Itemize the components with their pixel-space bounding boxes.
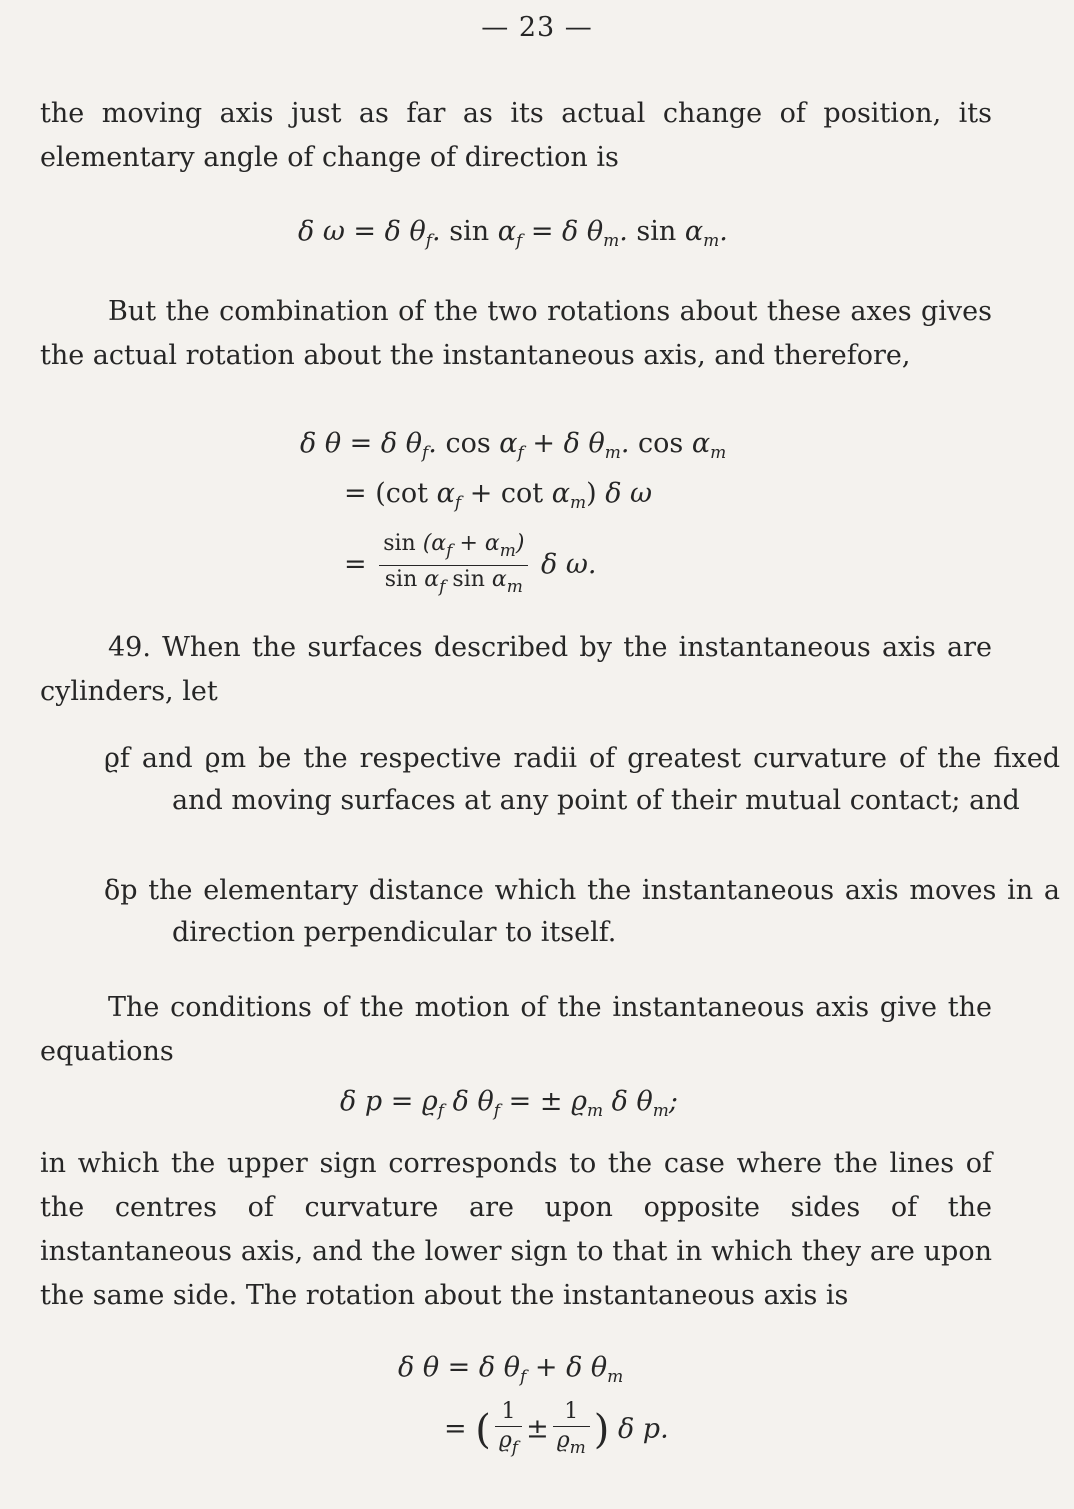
equation-2-line-3: = $\frac{\sin (\alpha_f + \alpha_m)}{\sin \alpha_f \sin \alpha_m}$ δ ω. — [344, 531, 597, 597]
equation-4-line-2: = ( $\frac{1}{ϱ_f}$ ± $\frac{1}{ϱ_m}$ ) δ p. — [444, 1399, 669, 1458]
equation-2-line-2: = (cot $\alpha_f + \cot \alpha_m$) δ ω — [344, 478, 653, 513]
equation-4-line-1: δ θ = δ $\theta_f + \delta$ $\theta_m$ — [398, 1352, 624, 1387]
definition-item-2: δp the elementary distance which the instantaneous axis moves in a direction perpendicular to itself. — [104, 875, 1060, 948]
paragraph-4: The conditions of the motion of the instantaneous axis give the equations — [40, 992, 992, 1067]
equation-3: δ $p = ϱ_f$ δ $\theta_f$ = ± $ϱ_m$ δ $\theta_m$; — [340, 1086, 678, 1121]
paragraph-5: in which the upper sign corresponds to the case where the lines of the centres of curvature are upon opposite sides of the instantaneous axis, and the lower sign to that in which they are upon the same side. The rotation about the instantaneous axis is — [40, 1148, 992, 1311]
equation-1: δ ω = δ $\theta_f$. $\sin \alpha_f = \delta$ $\theta_m$. $\sin \alpha_m$. — [298, 216, 728, 251]
equation-2-line-1: δ θ = δ $\theta_f$. $\cos \alpha_f + \delta$ $\theta_m$. $\cos \alpha_m$ — [300, 428, 727, 463]
paragraph-1: the moving axis just as far as its actual change of position, its elementary angle of change of direction is — [40, 98, 992, 173]
paragraph-3: 49. When the surfaces described by the instantaneous axis are cylinders, let — [40, 632, 992, 707]
definition-item-1: ϱf and ϱm be the respective radii of greatest curvature of the fixed and moving surfaces at any point of their mutual contact; and — [104, 743, 1060, 816]
page-number: — 23 — — [481, 12, 593, 43]
paragraph-2: But the combination of the two rotations about these axes gives the actual rotation about the instantaneous axis, and therefore, — [40, 296, 992, 371]
